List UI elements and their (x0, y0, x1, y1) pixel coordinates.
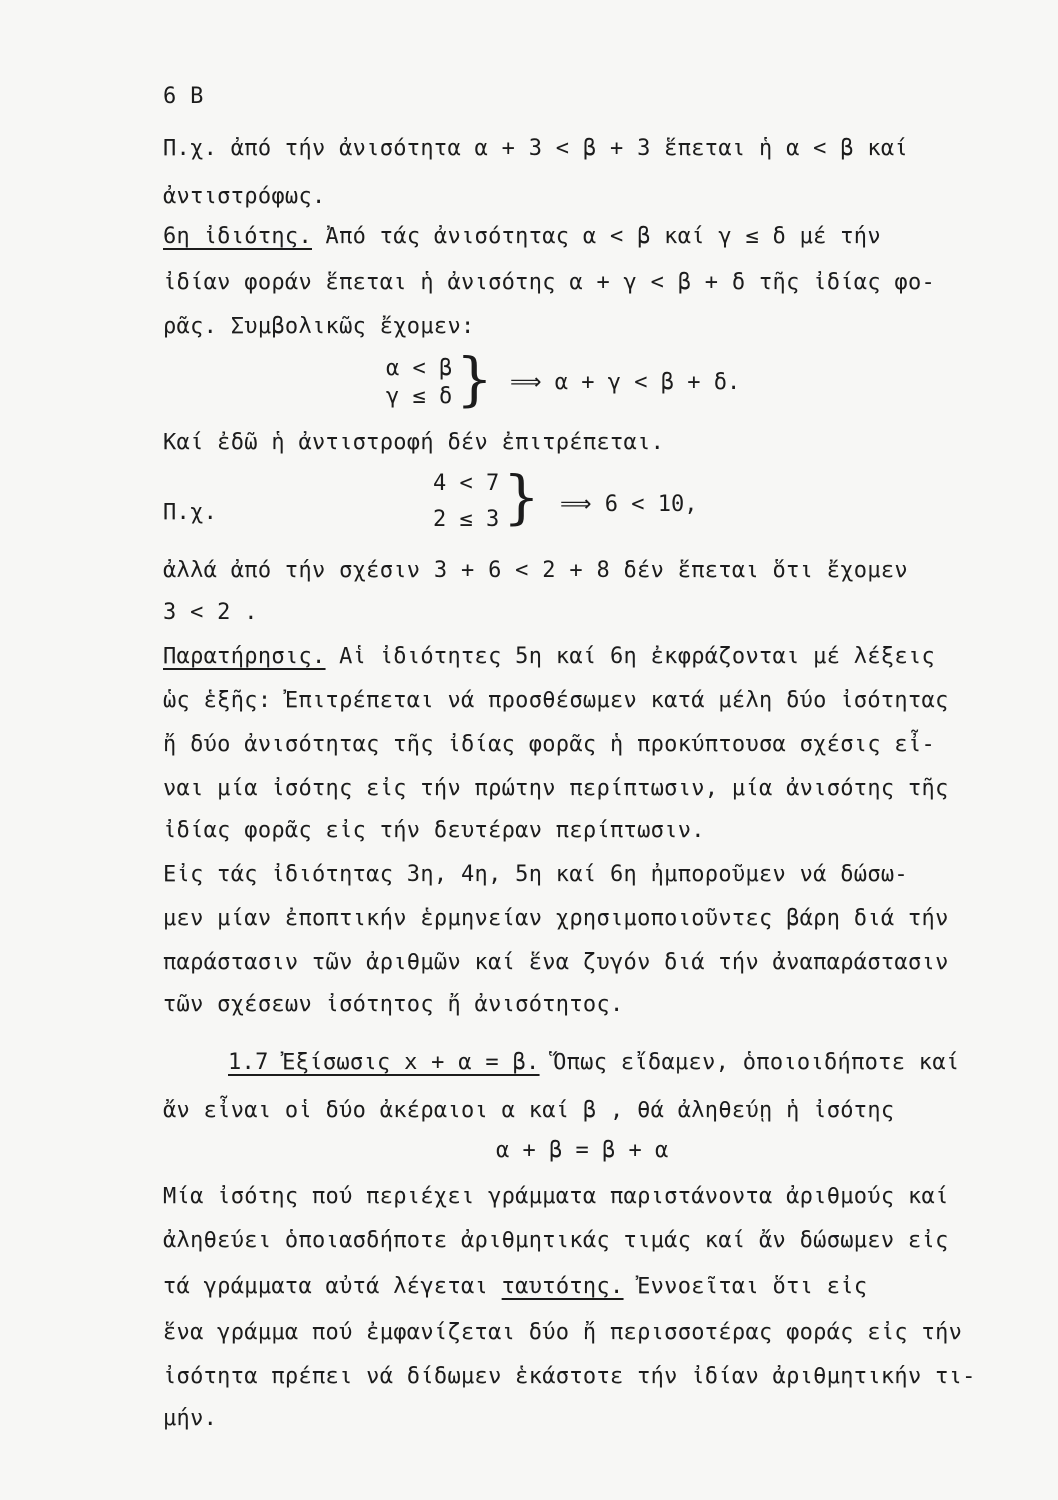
section-text: Ὅπως εἴδαμεν, ὁποιοιδήποτε καί (539, 1050, 960, 1075)
text-line: ρᾶς. Συμβολικῶς ἔχομεν: (163, 314, 475, 339)
text-line: τῶν σχέσεων ἰσότητος ἤ ἀνισότητος. (163, 992, 624, 1017)
text-line: μήν. (163, 1406, 218, 1431)
system2-line1: 4 < 7 (433, 471, 500, 496)
section-line (228, 1048, 959, 1078)
text-line: ἰδίας φορᾶς εἰς τήν δευτέραν περίπτωσιν. (163, 818, 705, 843)
remark-text: Αἱ ἰδιότητες 5η καί 6η ἐκφράζονται μέ λέξεις (325, 644, 936, 669)
property6-line (163, 222, 881, 252)
tautology-term: ταυτότης. (501, 1274, 624, 1299)
text-line: Π.χ. (163, 500, 218, 525)
tautology-pre: τά γράμματα αὐτά λέγεται (163, 1274, 502, 1299)
page-label: 6 B (163, 84, 204, 109)
text-line: ἕνα γράμμα πού ἐμφανίζεται δύο ἤ περισσοτέρας φοράς εἰς τήν (163, 1320, 963, 1345)
tautology-line (163, 1272, 867, 1302)
text-line: Π.χ. ἀπό τήν ἀνισότητα α + 3 < β + 3 ἕπεται ἡ α < β καί (163, 136, 908, 161)
text-line: Μία ἰσότης πού περιέχει γράμματα παριστάνοντα ἀριθμούς καί (163, 1184, 949, 1209)
remark-line (163, 642, 935, 672)
text-line: ἀληθεύει ὁποιασδήποτε ἀριθμητικάς τιμάς καί ἄν δώσωμεν εἰς (163, 1228, 949, 1253)
text-line: ἰδίαν φοράν ἕπεται ἡ ἀνισότης α + γ < β + δ τῆς ἰδίας φο- (163, 270, 936, 295)
text-line: ἰσότητα πρέπει νά δίδωμεν ἑκάστοτε τήν ἰδίαν ἀριθμητικήν τι- (163, 1364, 976, 1389)
property6-heading: 6η ἰδιότης. (163, 224, 312, 249)
text-line: ναι μία ἰσότης εἰς τήν πρώτην περίπτωσιν, μία ἀνισότης τῆς (163, 776, 949, 801)
text-line: Καί ἐδῶ ἡ ἀντιστροφή δέν ἐπιτρέπεται. (163, 430, 665, 455)
right-brace-icon: } (456, 345, 493, 413)
system1-line2: γ ≤ δ (386, 384, 453, 409)
text-line: ἀλλά ἀπό τήν σχέσιν 3 + 6 < 2 + 8 δέν ἕπεται ὅτι ἔχομεν (163, 558, 908, 583)
system2-line2: 2 ≤ 3 (433, 507, 500, 532)
system2-result: ⟹ 6 < 10, (560, 492, 698, 517)
text-line: Εἰς τάς ἰδιότητας 3η, 4η, 5η καί 6η ἠμποροῦμεν νά δώσω- (163, 862, 908, 887)
identity-equation: α + β = β + α (496, 1138, 669, 1163)
system1-line1: α < β (386, 356, 453, 381)
text-line: ὡς ἑξῆς: Ἐπιτρέπεται νά προσθέσωμεν κατά μέλη δύο ἰσότητας (163, 688, 949, 713)
right-brace-icon: } (503, 463, 540, 531)
text-line: ἄν εἶναι οἱ δύο ἀκέραιοι α καί β , θά ἀληθεύῃ ἡ ἰσότης (163, 1098, 895, 1123)
remark-heading: Παρατήρησις. (163, 644, 326, 669)
property6-text: Ἀπό τάς ἀνισότητας α < β καί γ ≤ δ μέ τήν (312, 224, 881, 249)
text-line: ἀντιστρόφως. (163, 184, 326, 209)
tautology-post: Ἐννοεῖται ὅτι εἰς (623, 1274, 868, 1299)
section-title: 1.7 Ἐξίσωσις x + α = β. (228, 1050, 540, 1075)
system1-result: ⟹ α + γ < β + δ. (510, 370, 741, 395)
text-line: 3 < 2 . (163, 600, 258, 625)
text-line: μεν μίαν ἐποπτικήν ἑρμηνείαν χρησιμοποιοῦντες βάρη διά τήν (163, 906, 949, 931)
text-line: ἤ δύο ἀνισότητας τῆς ἰδίας φορᾶς ἡ προκύπτουσα σχέσις εἶ- (163, 732, 936, 757)
text-line: παράστασιν τῶν ἀριθμῶν καί ἕνα ζυγόν διά τήν ἀναπαράστασιν (163, 950, 949, 975)
